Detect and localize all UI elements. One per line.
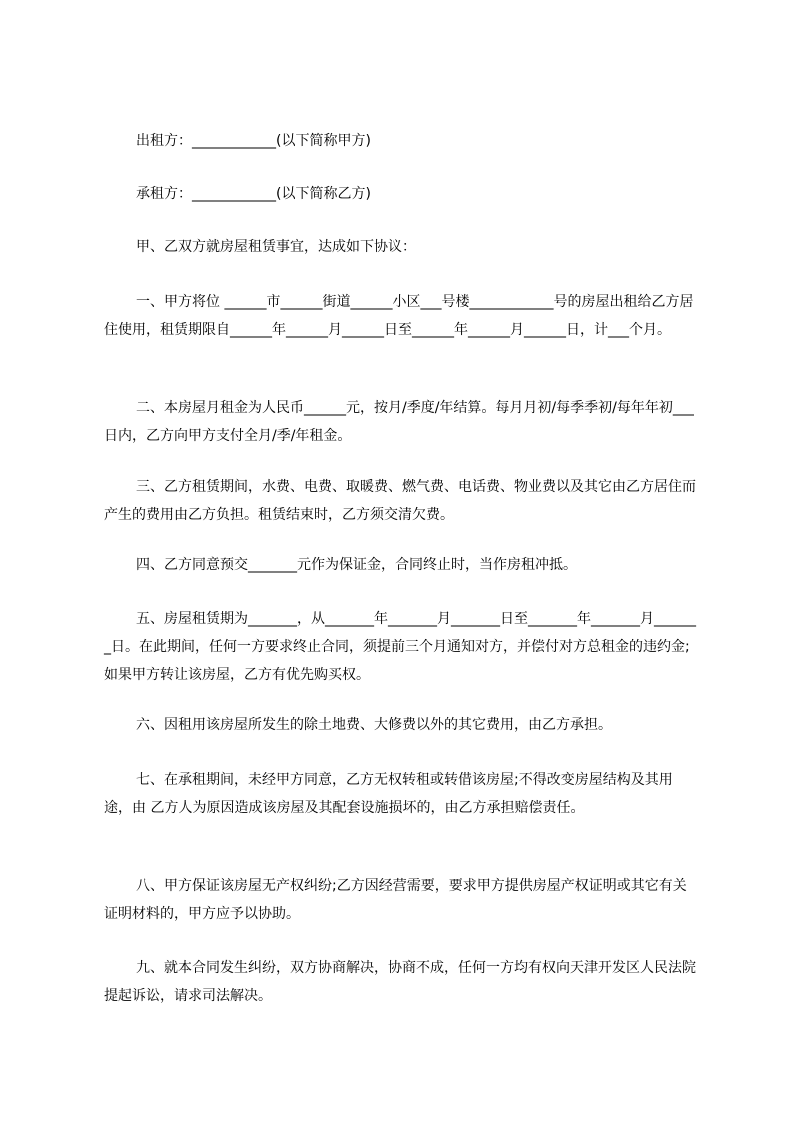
clause-6: 六、因租用该房屋所发生的除土地费、大修费以外的其它费用，由乙方承担。 xyxy=(136,717,612,733)
clause-1: 一、甲方将位 ______市______街道______小区___号楼____________号的房屋出租给乙方居住使用，租赁期限自______年______月______日至______年______月______日，计___个月。 xyxy=(104,294,694,338)
clause-5: 五、房屋租赁期为_______，从_______年_______月_______日至_______年_______月_______日。在此期间，任何一方要求终止合同，须提前三个月通知对方，并偿付对方总租金的违约金;如果甲方转让该房屋，乙方有优先购买权。 xyxy=(104,611,696,683)
clause-8: 八、甲方保证该房屋无产权纠纷;乙方因经营需要，要求甲方提供房屋产权证明或其它有关证明材料的，甲方应予以协助。 xyxy=(104,878,687,922)
lessee-line: 承租方：____________(以下简称乙方) xyxy=(136,186,371,202)
clause-3: 三、乙方租赁期间，水费、电费、取暖费、燃气费、电话费、物业费以及其它由乙方居住而产生的费用由乙方负担。租赁结束时，乙方须交清欠费。 xyxy=(104,479,696,523)
clause-4: 四、乙方同意预交_______元作为保证金，合同终止时，当作房租冲抵。 xyxy=(136,557,577,573)
clause-9: 九、就本合同发生纠纷，双方协商解决，协商不成，任何一方均有权向天津开发区人民法院提起诉讼，请求司法解决。 xyxy=(104,960,696,1004)
lessor-line: 出租方：____________(以下简称甲方) xyxy=(136,133,371,149)
clause-2: 二、本房屋月租金为人民币______元，按月/季度/年结算。每月月初/每季季初/每年年初___日内，乙方向甲方支付全月/季/年租金。 xyxy=(104,400,694,444)
intro-line: 甲、乙双方就房屋租赁事宜，达成如下协议： xyxy=(136,239,416,255)
clause-7: 七、在承租期间，未经甲方同意，乙方无权转租或转借该房屋;不得改变房屋结构及其用途，由 乙方人为原因造成该房屋及其配套设施损坏的，由乙方承担赔偿责任。 xyxy=(104,772,673,816)
